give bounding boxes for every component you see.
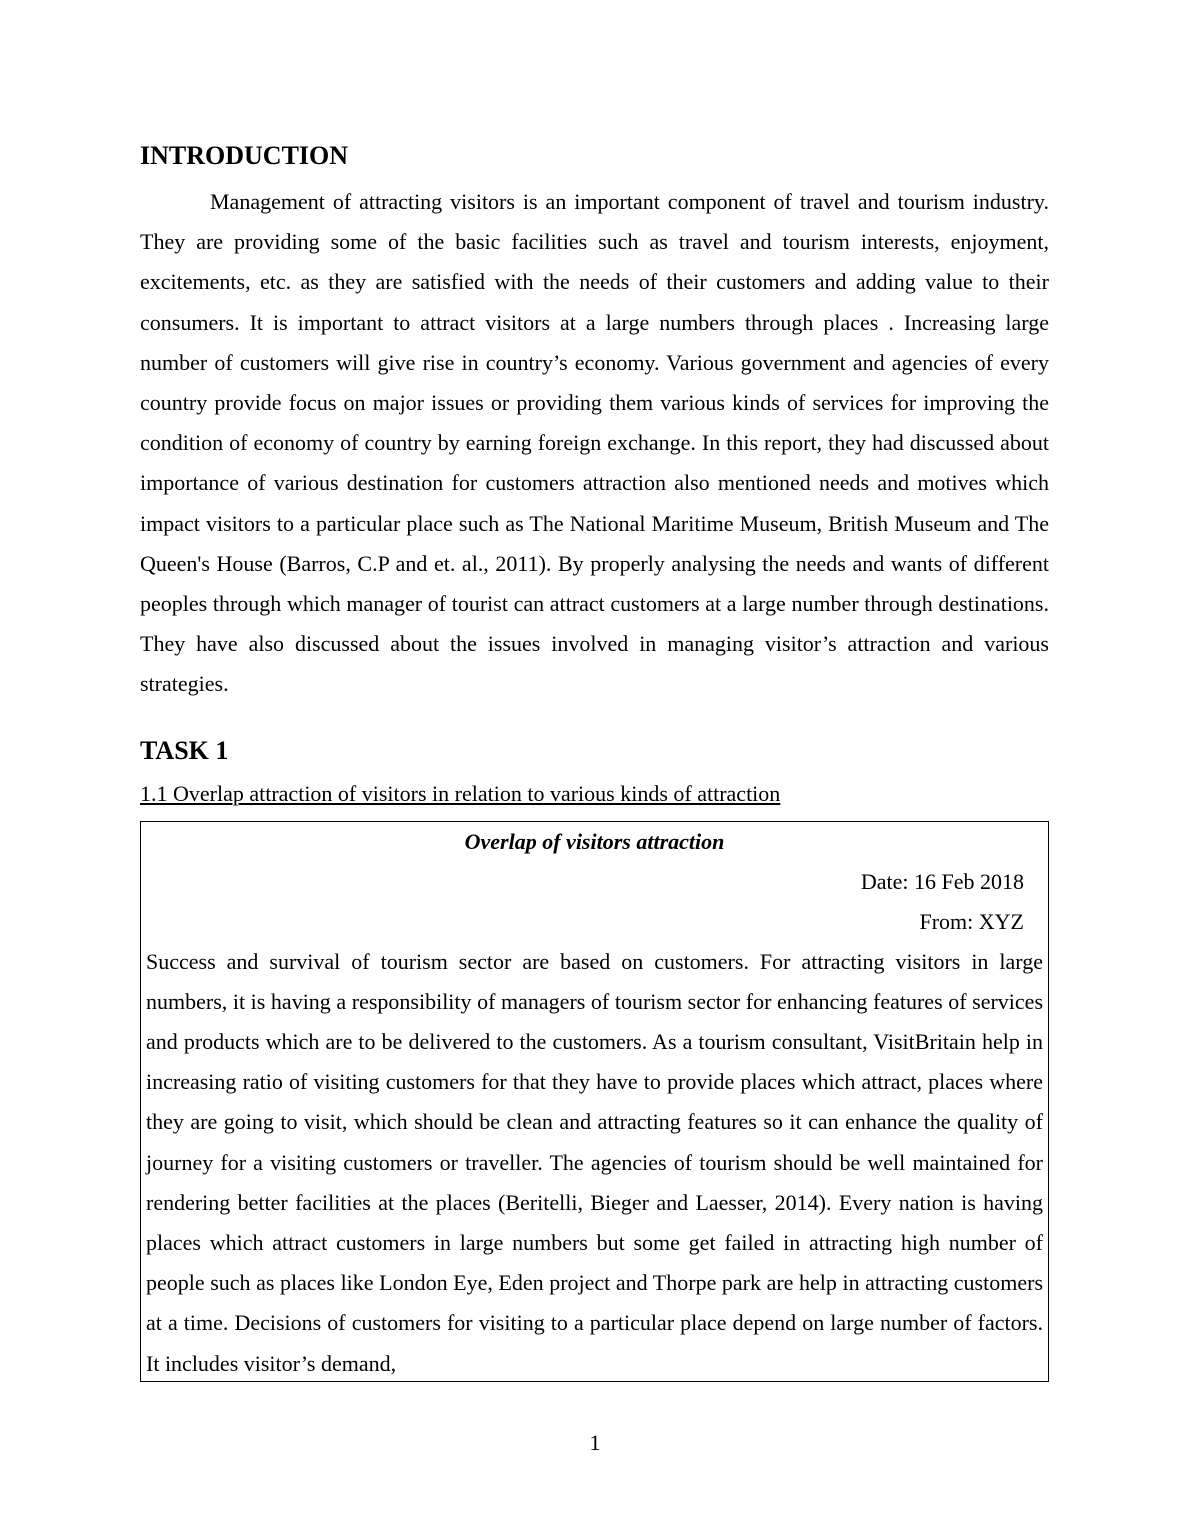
page-content: [140, 138, 1049, 1382]
introduction-heading: INTRODUCTION: [140, 141, 349, 170]
memo-body: Success and survival of tourism sector are based on customers. For attracting visitors in large numbers, it is having a responsibility of managers of tourism sector for enhancing features of services and products which are to be delivered to the customers. As a tourism consultant, VisitBritain help in increasing ratio of visiting customers for that they have to provide places which attract, places where they are going to visit, which should be clean and attracting features so it can enhance the quality of journey for a visiting customers or traveller. The agencies of tourism should be well maintained for rendering better facilities at the places (Beritelli, Bieger and Laesser, 2014). Every nation is having places which attract customers in large numbers but some get failed in attracting high number of people such as places like London Eye, Eden project and Thorpe park are help in attracting customers at a time. Decisions of customers for visiting to a particular place depend on large number of factors. It includes visitor’s demand,: [146, 948, 1043, 1376]
memo-date: Date: 16 Feb 2018: [860, 868, 1024, 894]
task1-subheading: 1.1 Overlap attraction of visitors in relation to various kinds of attraction: [140, 780, 781, 806]
page-number: 1: [589, 1430, 601, 1455]
introduction-paragraph: Management of attracting visitors is an important component of travel and tourism industry. They are providing some of the basic facilities such as travel and tourism interests, enjoyment, excitements, etc. as they are satisfied with the needs of their customers and adding value to their consumers. It is important to attract visitors at a large numbers through places . Increasing large number of customers will give rise in country’s economy. Various government and agencies of every country provide focus on major issues or providing them various kinds of services for improving the condition of economy of country by earning foreign exchange. In this report, they had discussed about importance of various destination for customers attraction also mentioned needs and motives which impact visitors to a particular place such as The National Maritime Museum, British Museum and The Queen's House (Barros, C.P and et. al., 2011). By properly analysing the needs and wants of different peoples through which manager of tourist can attract customers at a large number through destinations. They have also discussed about the issues involved in managing visitor’s attraction and various strategies.: [140, 189, 1049, 697]
memo-title: Overlap of visitors attraction: [464, 828, 725, 854]
task1-heading: TASK 1: [140, 735, 229, 765]
memo-box: [140, 821, 1049, 1382]
memo-from: From: XYZ: [919, 908, 1024, 934]
